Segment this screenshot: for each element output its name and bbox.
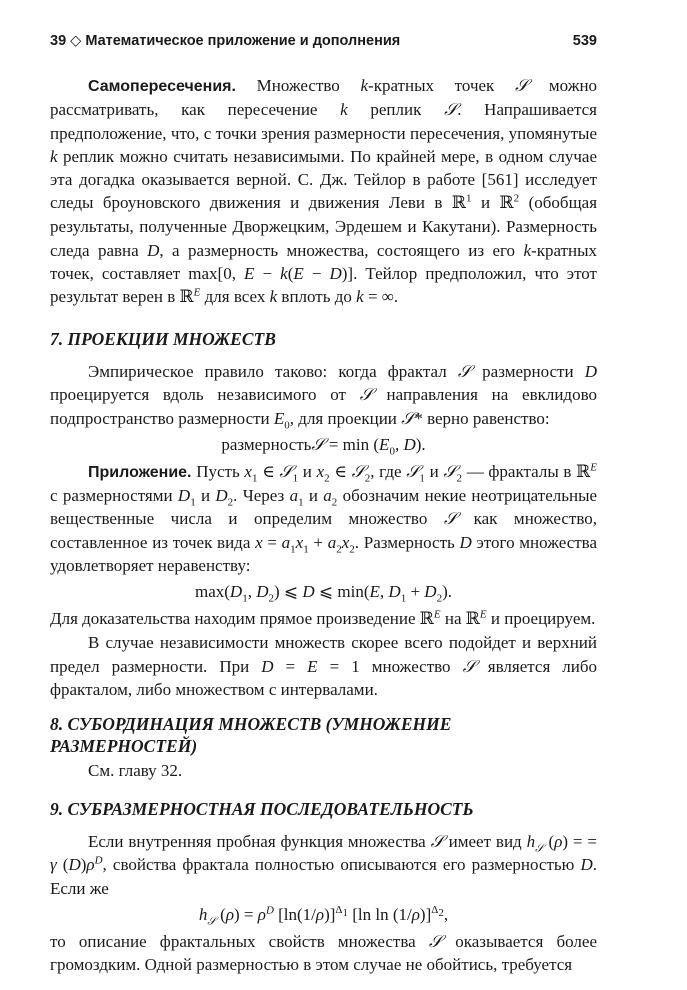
- page-number: 539: [572, 33, 597, 49]
- paragraph-subdimension: Если внутренняя пробная функция множества 𝒮 имеет вид $h_𝒮$ (ρ) = = γ $(D)\rho^D$, свойства фрактала полностью описываются его размерностью D. Если же: [50, 832, 598, 898]
- chapter-title: Математическое приложение и дополнения: [85, 33, 401, 49]
- page: [50, 30, 597, 977]
- section-9-heading: 9. СУБРАЗМЕРНОСТНАЯ ПОСЛЕДОВАТЕЛЬНОСТЬ: [50, 799, 474, 820]
- paragraph-self-intersections: Самопересечения. Множество k-кратных точек 𝒮 можно рассматривать, как пересечение k реплик 𝒮. Напрашивается предположение, что, с точки зрения размерности пересечения, упомянутые k реплик можно считать независимыми. По крайней мере, в одном случае эта догадка оказывается верной. С. Дж. Тейлор в работе [561] исследует следы броуновского движения и движения Леви в ℝ$^1$ и ℝ$^2$ (обобщая результаты, полученные Дворжецким, Эрдешем и Какутани). Размерность следа равна D, а размерность множества, состоящего из его k-кратных точек, составляет max[0, E − k(E − D)]. Тейлор предположил, что этот результат верен в ℝ$^E$ для всех k вплоть до k = ∞.: [50, 76, 598, 308]
- paragraph-application: Приложение. Пусть $x_1$ ∈ 𝒮$_1$ и $x_2$ ∈ 𝒮$_2$, где 𝒮$_1$ и 𝒮$_2$ — фракталы в ℝ$^E$ с размерностями $D_1$ и $D_2$. Через $a_1$ и $a_2$ обозначим некие неотрицательные вещественные числа и определим множество 𝒮 как множество, составленное из точек вида $x = a_1x_1 + a_2x_2$. Размерность D этого множества удовлетворяет неравенству:: [50, 461, 598, 575]
- chapter-number: 39: [50, 33, 67, 49]
- formula-inequality: $\max(D_1$, $D_2$) ⩽ D ⩽ min(E, $D_1 + D_2$).: [194, 582, 452, 605]
- running-header: [50, 30, 597, 53]
- formula-projection: размерность𝒮 = $\min (E_0$, D).: [221, 434, 426, 458]
- section-7-heading: 7. ПРОЕКЦИИ МНОЖЕСТВ: [50, 329, 276, 350]
- paragraph-independence: В случае независимости множеств скорее всего подойдет и верхний предел размерности. При D = E = 1 множество 𝒮 является либо фракталом, либо множеством с интервалами.: [50, 633, 598, 699]
- diamond-separator-icon: ◇: [70, 33, 82, 49]
- lead-self-intersections: Самопересечения.: [88, 78, 236, 96]
- section-8-heading: 8. СУБОРДИНАЦИЯ МНОЖЕСТВ (УМНОЖЕНИЕ РАЗМЕРНОСТЕЙ): [50, 714, 452, 757]
- paragraph-description: то описание фрактальных свойств множества 𝒮 оказывается более громоздким. Одной размерностью в этом случае не обойтись, требуется: [50, 932, 597, 975]
- lead-application: Приложение.: [88, 464, 192, 482]
- paragraph-projection-rule: Эмпирическое правило таково: когда фрактал 𝒮 размерности D проецируется вдоль независимого от 𝒮 направления на евклидово подпространство размерности $E_0$, для проекции 𝒮* верно равенство:: [50, 362, 598, 432]
- header-left: [50, 30, 400, 53]
- formula-test-function: $h_𝒮$ $(\rho) = \rho^D$ $[\ln(1/\rho)]^{\Delta_1}$ [ln ln (1/ρ)]$^{\Delta_2}$,: [198, 904, 449, 928]
- paragraph-proof: Для доказательства находим прямое произведение ℝ$^E$ на ℝ$^E$ и проецируем.: [50, 608, 596, 630]
- paragraph-see-chapter: См. главу 32.: [88, 761, 183, 781]
